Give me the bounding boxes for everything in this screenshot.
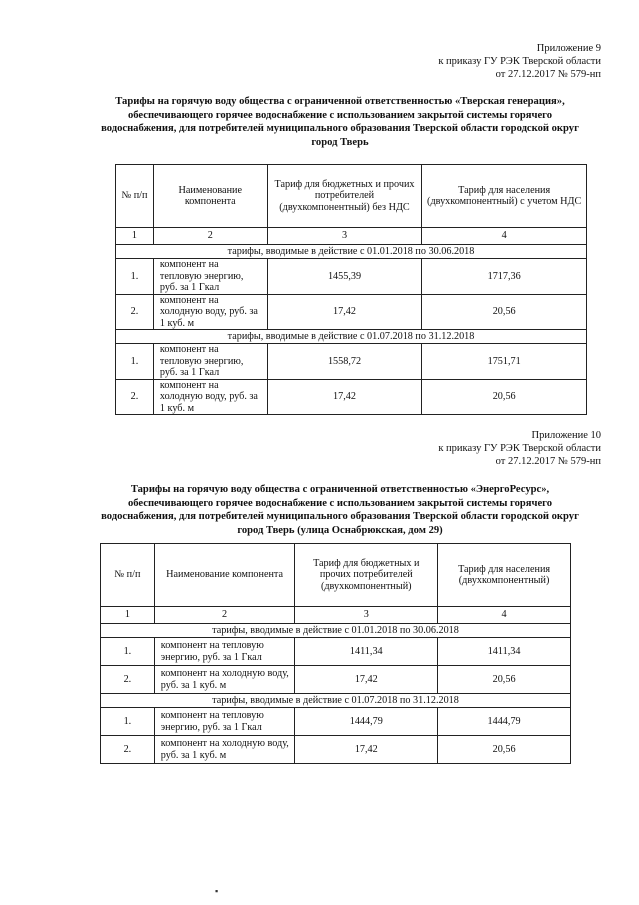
row-budget-tariff: 17,42 [267, 294, 422, 330]
row-population-tariff: 20,56 [438, 736, 571, 764]
header-cell-population: Тариф для населения (двухкомпонентный) [438, 544, 571, 607]
row-budget-tariff: 17,42 [267, 379, 422, 415]
appendix-label: Приложение 9 [536, 43, 601, 54]
row-population-tariff: 1444,79 [438, 708, 571, 736]
table-row [116, 259, 587, 295]
table-row [101, 708, 571, 736]
period-row [116, 245, 587, 259]
appendix-order-date: от 27.12.2017 № 579-нп [495, 456, 601, 467]
table-row [116, 294, 587, 330]
col-number: 2 [153, 228, 267, 245]
appendix-10-header [438, 429, 601, 468]
row-component: компонент на холодную воду, руб. за 1 куб. м [153, 294, 267, 330]
row-population-tariff: 1717,36 [422, 259, 587, 295]
row-population-tariff: 1411,34 [438, 638, 571, 666]
appendix-order-ref: к приказу ГУ РЭК Тверской области [438, 56, 601, 67]
row-num: 1. [116, 259, 154, 295]
row-num: 2. [101, 666, 155, 694]
row-budget-tariff: 17,42 [295, 666, 438, 694]
row-population-tariff: 1751,71 [422, 344, 587, 380]
period-row [101, 624, 571, 638]
header-cell-num: № п/п [101, 544, 155, 607]
appendix-order-ref: к приказу ГУ РЭК Тверской области [438, 443, 601, 454]
col-number: 3 [267, 228, 422, 245]
table-row [101, 666, 571, 694]
row-component: компонент на холодную воду, руб. за 1 куб. м [153, 379, 267, 415]
row-component: компонент на тепловую энергию, руб. за 1 Гкал [154, 708, 295, 736]
table-row [101, 736, 571, 764]
header-cell-population: Тариф для населения (двухкомпонентный) с учетом НДС [422, 165, 587, 228]
col-number: 2 [154, 607, 295, 624]
row-num: 1. [101, 638, 155, 666]
period-row [116, 330, 587, 344]
table-row [116, 379, 587, 415]
table-row [116, 344, 587, 380]
row-component: компонент на тепловую энергию, руб. за 1 Гкал [153, 259, 267, 295]
header-cell-name: Наименование компонента [153, 165, 267, 228]
period-label: тарифы, вводимые в действие с 01.07.2018 по 31.12.2018 [101, 694, 571, 708]
row-num: 1. [116, 344, 154, 380]
table-header-row [116, 165, 587, 228]
appendix-label: Приложение 10 [531, 430, 601, 441]
period-label: тарифы, вводимые в действие с 01.07.2018 по 31.12.2018 [116, 330, 587, 344]
table-row [101, 638, 571, 666]
appendix-9-header [438, 42, 601, 81]
period-label: тарифы, вводимые в действие с 01.01.2018 по 30.06.2018 [101, 624, 571, 638]
row-budget-tariff: 1455,39 [267, 259, 422, 295]
col-number: 1 [116, 228, 154, 245]
row-num: 2. [101, 736, 155, 764]
row-component: компонент на холодную воду, руб. за 1 куб. м [154, 736, 295, 764]
row-budget-tariff: 1444,79 [295, 708, 438, 736]
row-num: 2. [116, 294, 154, 330]
row-budget-tariff: 1558,72 [267, 344, 422, 380]
header-cell-name: Наименование компонента [154, 544, 295, 607]
header-cell-num: № п/п [116, 165, 154, 228]
column-number-row [101, 607, 571, 624]
section-2-title: Тарифы на горячую воду общества с ограниченной ответственностью «ЭнергоРесурс», обеспечивающего горячее водоснабжение с использованием закрытой системы горячего водоснабжения, для потребителей муниципального образования Тверской области городской округ город Тверь (улица Оснабрюкская, дом 29) [101, 484, 579, 536]
tariff-table-1 [115, 164, 587, 415]
col-number: 4 [422, 228, 587, 245]
col-number: 3 [295, 607, 438, 624]
section-1-title: Тарифы на горячую воду общества с ограниченной ответственностью «Тверская генерация», обеспечивающего горячее водоснабжение с использованием закрытой системы горячего водоснабжения, для потребителей муниципального образования Тверской области городской округ город Тверь [101, 96, 579, 148]
appendix-order-date: от 27.12.2017 № 579-нп [495, 69, 601, 80]
col-number: 1 [101, 607, 155, 624]
row-num: 1. [101, 708, 155, 736]
header-cell-budget: Тариф для бюджетных и прочих потребителей (двухкомпонентный) без НДС [267, 165, 422, 228]
row-num: 2. [116, 379, 154, 415]
row-component: компонент на тепловую энергию, руб. за 1 Гкал [153, 344, 267, 380]
period-row [101, 694, 571, 708]
row-component: компонент на тепловую энергию, руб. за 1 Гкал [154, 638, 295, 666]
table-header-row [101, 544, 571, 607]
row-population-tariff: 20,56 [422, 379, 587, 415]
column-number-row [116, 228, 587, 245]
tariff-table-2 [100, 543, 571, 764]
row-population-tariff: 20,56 [422, 294, 587, 330]
row-population-tariff: 20,56 [438, 666, 571, 694]
period-label: тарифы, вводимые в действие с 01.01.2018 по 30.06.2018 [116, 245, 587, 259]
scan-speck: ▪ [215, 886, 219, 896]
header-cell-budget: Тариф для бюджетных и прочих потребителей (двухкомпонентный) [295, 544, 438, 607]
row-budget-tariff: 17,42 [295, 736, 438, 764]
col-number: 4 [438, 607, 571, 624]
row-budget-tariff: 1411,34 [295, 638, 438, 666]
row-component: компонент на холодную воду, руб. за 1 куб. м [154, 666, 295, 694]
